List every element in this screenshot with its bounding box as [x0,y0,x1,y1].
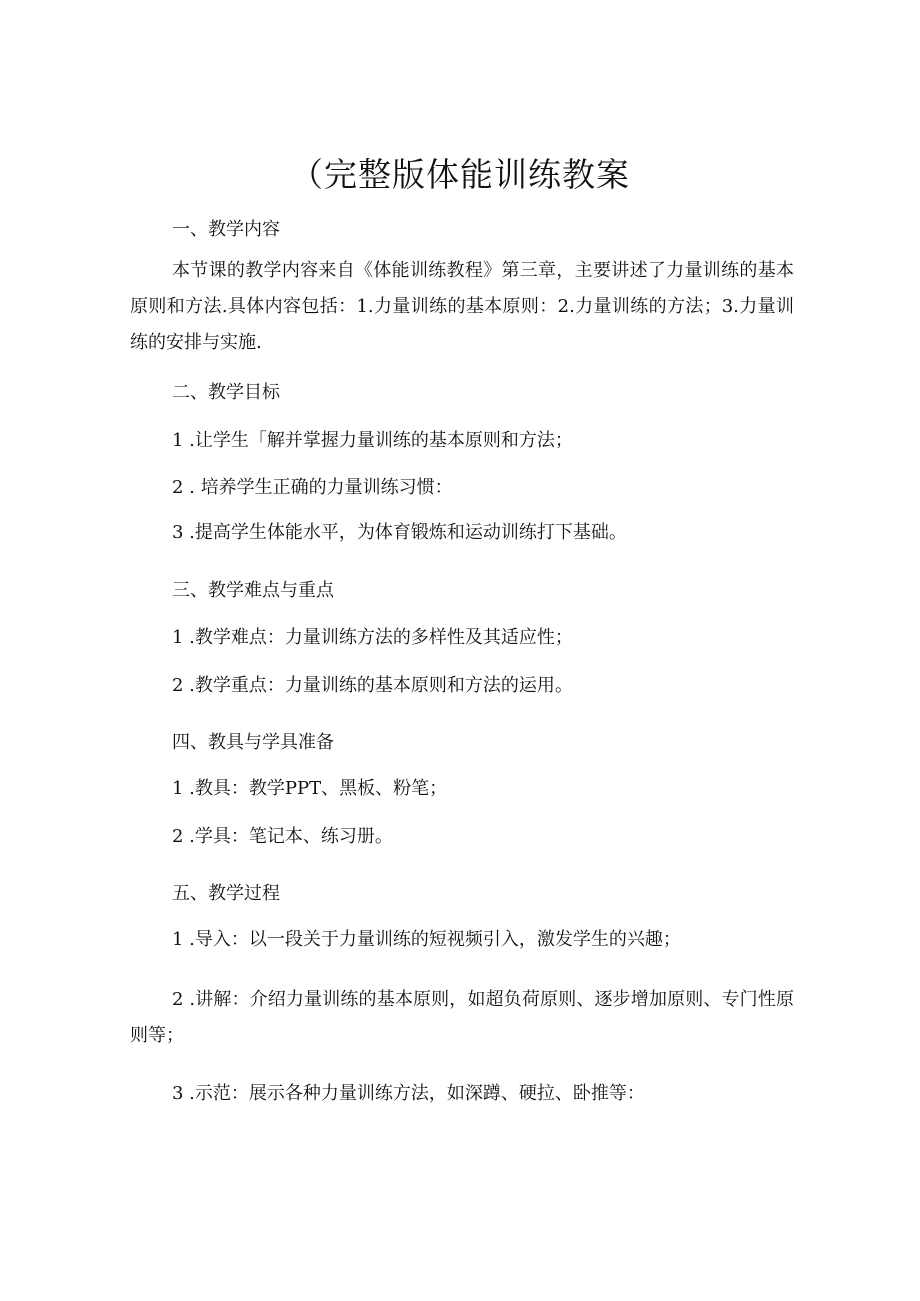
process-item-1: 1 .导入：以一段关于力量训练的短视频引入，激发学生的兴趣； [172,929,681,950]
section-heading-tools: 四、教具与学具准备 [172,732,334,753]
content-paragraph: 本节课的教学内容来自《体能训练教程》第三章，主要讲述了力量训练的基本原则和方法.具体内容包括：1.力量训练的基本原则：2.力量训练的方法；3.力量训练的安排与实施. [130,260,794,353]
section-heading-content: 一、教学内容 [172,219,280,240]
goal-item-3: 3 .提高学生体能水平，为体育锻炼和运动训练打下基础。 [172,522,627,543]
difficulty-item-1: 1 .教学难点：力量训练方法的多样性及其适应性； [172,627,573,648]
goal-item-1: 1 .让学生「解并掌握力量训练的基本原则和方法； [172,430,573,451]
section-heading-goals: 二、教学目标 [172,382,280,403]
document-title: （完整版体能训练教案 [290,155,630,194]
process-item-2: 2 .讲解：介绍力量训练的基本原则，如超负荷原则、逐步增加原则、专门性原则等； [130,989,794,1046]
process-item-3: 3 .示范：展示各种力量训练方法，如深蹲、硬拉、卧推等： [172,1083,645,1104]
section-heading-difficulties: 三、教学难点与重点 [172,580,334,601]
tool-item-2: 2 .学具：笔记本、练习册。 [172,826,393,847]
section-heading-process: 五、教学过程 [172,883,280,904]
goal-item-2: 2 . 培养学生正确的力量训练习惯： [172,477,453,498]
difficulty-item-2: 2 .教学重点：力量训练的基本原则和方法的运用。 [172,675,573,696]
tool-item-1: 1 .教具：教学PPT、黑板、粉笔； [172,778,448,799]
